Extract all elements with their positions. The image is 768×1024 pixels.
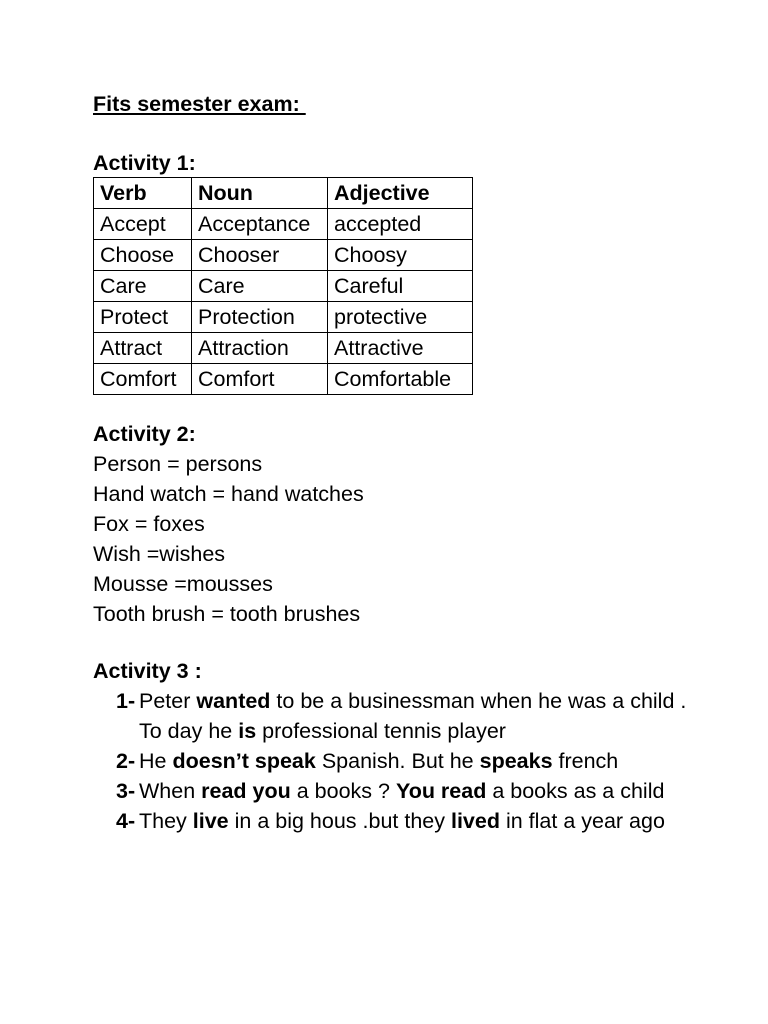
item-number: 4- (116, 809, 136, 833)
header-noun: Noun (192, 178, 328, 209)
table-cell: Care (192, 271, 328, 302)
list-item (93, 806, 713, 836)
item-bold-verb: live (192, 809, 229, 833)
table-cell: protective (328, 302, 473, 333)
table-row (94, 209, 473, 240)
table-cell: accepted (328, 209, 473, 240)
header-adjective: Adjective (328, 178, 473, 209)
item-text: in a big hous .but they (228, 809, 451, 833)
table-cell: Attractive (328, 333, 473, 364)
item-text: a books ? (290, 779, 396, 803)
table-cell: Protection (192, 302, 328, 333)
plural-line: Mousse =mousses (93, 572, 273, 596)
table-row (94, 271, 473, 302)
table-cell: Choose (94, 240, 192, 271)
item-text: in flat a year ago (499, 809, 665, 833)
item-text: professional tennis player (256, 719, 506, 743)
table-cell: Choosy (328, 240, 473, 271)
activity-1-heading: Activity 1: (93, 151, 196, 175)
table-cell: Attract (94, 333, 192, 364)
item-bold-verb: wanted (196, 689, 271, 713)
plural-line: Person = persons (93, 452, 263, 476)
table-row (94, 240, 473, 271)
table-cell: Protect (94, 302, 192, 333)
item-bold-verb: speaks (479, 749, 553, 773)
item-text: to be a businessman when he was a child . To day he (139, 689, 687, 743)
activity-2-heading: Activity 2: (93, 422, 196, 446)
item-number: 3- (116, 779, 136, 803)
item-bold-verb: You read (395, 779, 487, 803)
table-cell: Chooser (192, 240, 328, 271)
plural-line: Fox = foxes (93, 512, 205, 536)
table-cell: Accept (94, 209, 192, 240)
table-header-row (94, 178, 473, 209)
item-text: They (139, 809, 193, 833)
activity-3-section (93, 656, 713, 836)
item-bold-verb: doesn’t speak (172, 749, 316, 773)
plural-line: Hand watch = hand watches (93, 482, 364, 506)
table-cell: Attraction (192, 333, 328, 364)
activity-3-heading: Activity 3 : (93, 659, 202, 683)
item-text: french (552, 749, 619, 773)
header-verb: Verb (94, 178, 192, 209)
table-row (94, 302, 473, 333)
document-title: Fits semester exam: (93, 92, 306, 116)
item-text: When (139, 779, 202, 803)
list-item (93, 686, 713, 746)
item-number: 1- (116, 689, 136, 713)
table-cell: Comfort (94, 364, 192, 395)
plural-line: Tooth brush = tooth brushes (93, 602, 361, 626)
word-forms-table (93, 177, 473, 395)
item-bold-verb: is (238, 719, 257, 743)
table-row (94, 333, 473, 364)
table-row (94, 364, 473, 395)
item-number: 2- (116, 749, 136, 773)
item-text: Peter (139, 689, 197, 713)
list-item (93, 746, 713, 776)
item-text: a books as a child (486, 779, 665, 803)
table-cell: Acceptance (192, 209, 328, 240)
item-text: He (139, 749, 173, 773)
question-list (93, 686, 713, 836)
item-bold-verb: read you (201, 779, 291, 803)
item-text: Spanish. But he (315, 749, 480, 773)
activity-2-section (93, 419, 364, 629)
table-cell: Comfort (192, 364, 328, 395)
table-cell: Careful (328, 271, 473, 302)
table-cell: Care (94, 271, 192, 302)
item-bold-verb: lived (450, 809, 500, 833)
plural-line: Wish =wishes (93, 542, 226, 566)
table-cell: Comfortable (328, 364, 473, 395)
list-item (93, 776, 713, 806)
